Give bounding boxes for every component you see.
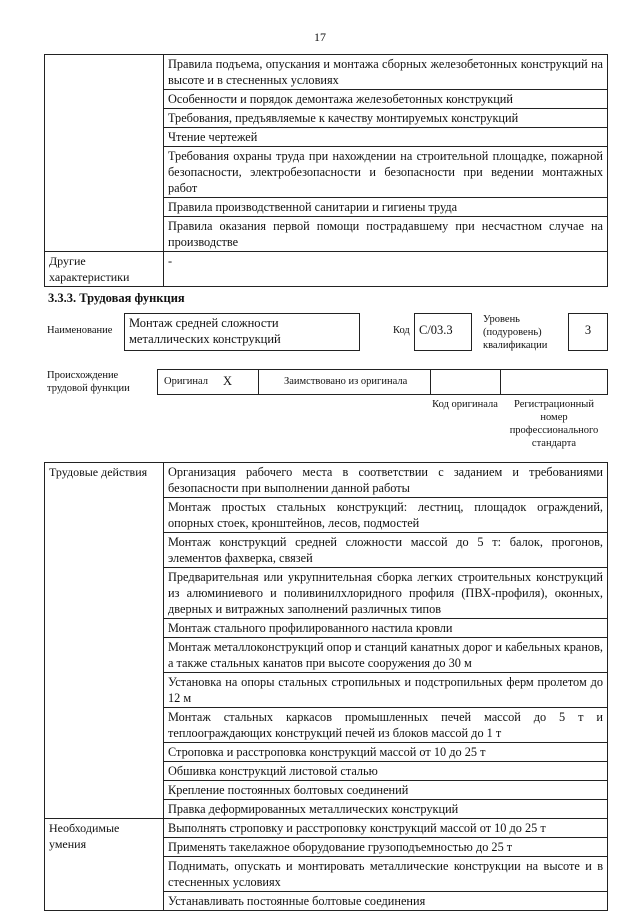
- origin-box: [157, 369, 608, 395]
- empty-label-cell: [45, 55, 164, 252]
- labor-function-table: [44, 462, 608, 911]
- table-row: Крепление постоянных болтовых соединений: [164, 781, 608, 800]
- table-row: Выполнять строповку и расстроповку конструкций массой от 10 до 25 т: [164, 819, 608, 838]
- page-number: 17: [314, 30, 326, 44]
- table-row: Монтаж простых стальных конструкций: лестниц, площадок ограждений, опорных стоек, кронштейнов, лесов, подмостей: [164, 498, 608, 533]
- table-row: Правила производственной санитарии и гигиены труда: [164, 198, 608, 217]
- other-characteristics-value: -: [164, 252, 608, 287]
- table-row: Монтаж стальных каркасов промышленных печей массой до 5 т и теплоограждающих конструкций печей из блоков массой до 1 т: [164, 708, 608, 743]
- other-characteristics-label: Другие характеристики: [45, 252, 164, 287]
- table-row: Требования охраны труда при нахождении на строительной площадке, пожарной безопасности, электробезопасности и безопасности при ведении монтажных работ: [164, 147, 608, 198]
- table-row: Строповка и расстроповка конструкций массой от 10 до 25 т: [164, 743, 608, 762]
- table-row: Правка деформированных металлических конструкций: [164, 800, 608, 819]
- origin-label: Происхождение трудовой функции: [47, 370, 130, 394]
- knowledge-table-continued: [44, 54, 608, 287]
- function-name-value: Монтаж средней сложности металлических конструкций: [124, 313, 360, 351]
- section-title: 3.3.3. Трудовая функция: [48, 291, 185, 305]
- code-label: Код: [393, 325, 410, 336]
- table-row: Монтаж металлоконструкций опор и станций канатных дорог и кабельных кранов, а также стальных канатов при высоте сооружения до 30 м: [164, 638, 608, 673]
- table-row: Правила подъема, опускания и монтажа сборных железобетонных конструкций на высоте и в стесненных условиях: [164, 55, 608, 90]
- table-row: Применять такелажное оборудование грузоподъемностью до 25 т: [164, 838, 608, 857]
- function-code-value: С/03.3: [414, 313, 472, 351]
- table-row: Правила оказания первой помощи пострадавшему при несчастном случае на производстве: [164, 217, 608, 252]
- origin-divider: [258, 370, 259, 394]
- skills-label: Необходимые умения: [45, 819, 164, 911]
- reg-number-label: Регистрационный номер профессионального стандарта: [509, 399, 599, 449]
- table-row: Монтаж конструкций средней сложности массой до 5 т: балок, прогонов, элементов фахверка, связей: [164, 533, 608, 568]
- code-original-label: Код оригинала: [432, 399, 498, 410]
- actions-label: Трудовые действия: [45, 463, 164, 819]
- table-row: Монтаж стального профилированного настила кровли: [164, 619, 608, 638]
- name-label: Наименование: [47, 325, 113, 336]
- level-label: Уровень (подуровень) квалификации: [483, 314, 548, 351]
- origin-divider: [500, 370, 501, 394]
- table-row: Обшивка конструкций листовой сталью: [164, 762, 608, 781]
- table-row: Особенности и порядок демонтажа железобетонных конструкций: [164, 90, 608, 109]
- origin-divider: [430, 370, 431, 394]
- table-row: Требования, предъявляемые к качеству монтируемых конструкций: [164, 109, 608, 128]
- table-row: Организация рабочего места в соответствии с заданием и требованиями безопасности при выполнении данной работы: [164, 463, 608, 498]
- borrowed-label: Заимствовано из оригинала: [284, 376, 408, 387]
- table-row: Установка на опоры стальных стропильных и подстропильных ферм пролетом до 12 м: [164, 673, 608, 708]
- table-row: Поднимать, опускать и монтировать металлические конструкции на высоте и в стесненных условиях: [164, 857, 608, 892]
- original-mark: X: [223, 374, 233, 388]
- table-row: Чтение чертежей: [164, 128, 608, 147]
- table-row: Предварительная или укрупнительная сборка легких строительных конструкций из алюминиевого и поливинилхлоридного профиля (ПВХ-профиля), оконных, дверных и витражных заполнений различных типов: [164, 568, 608, 619]
- level-value: 3: [568, 313, 608, 351]
- original-label: Оригинал: [164, 376, 208, 387]
- table-row: Устанавливать постоянные болтовые соединения: [164, 892, 608, 911]
